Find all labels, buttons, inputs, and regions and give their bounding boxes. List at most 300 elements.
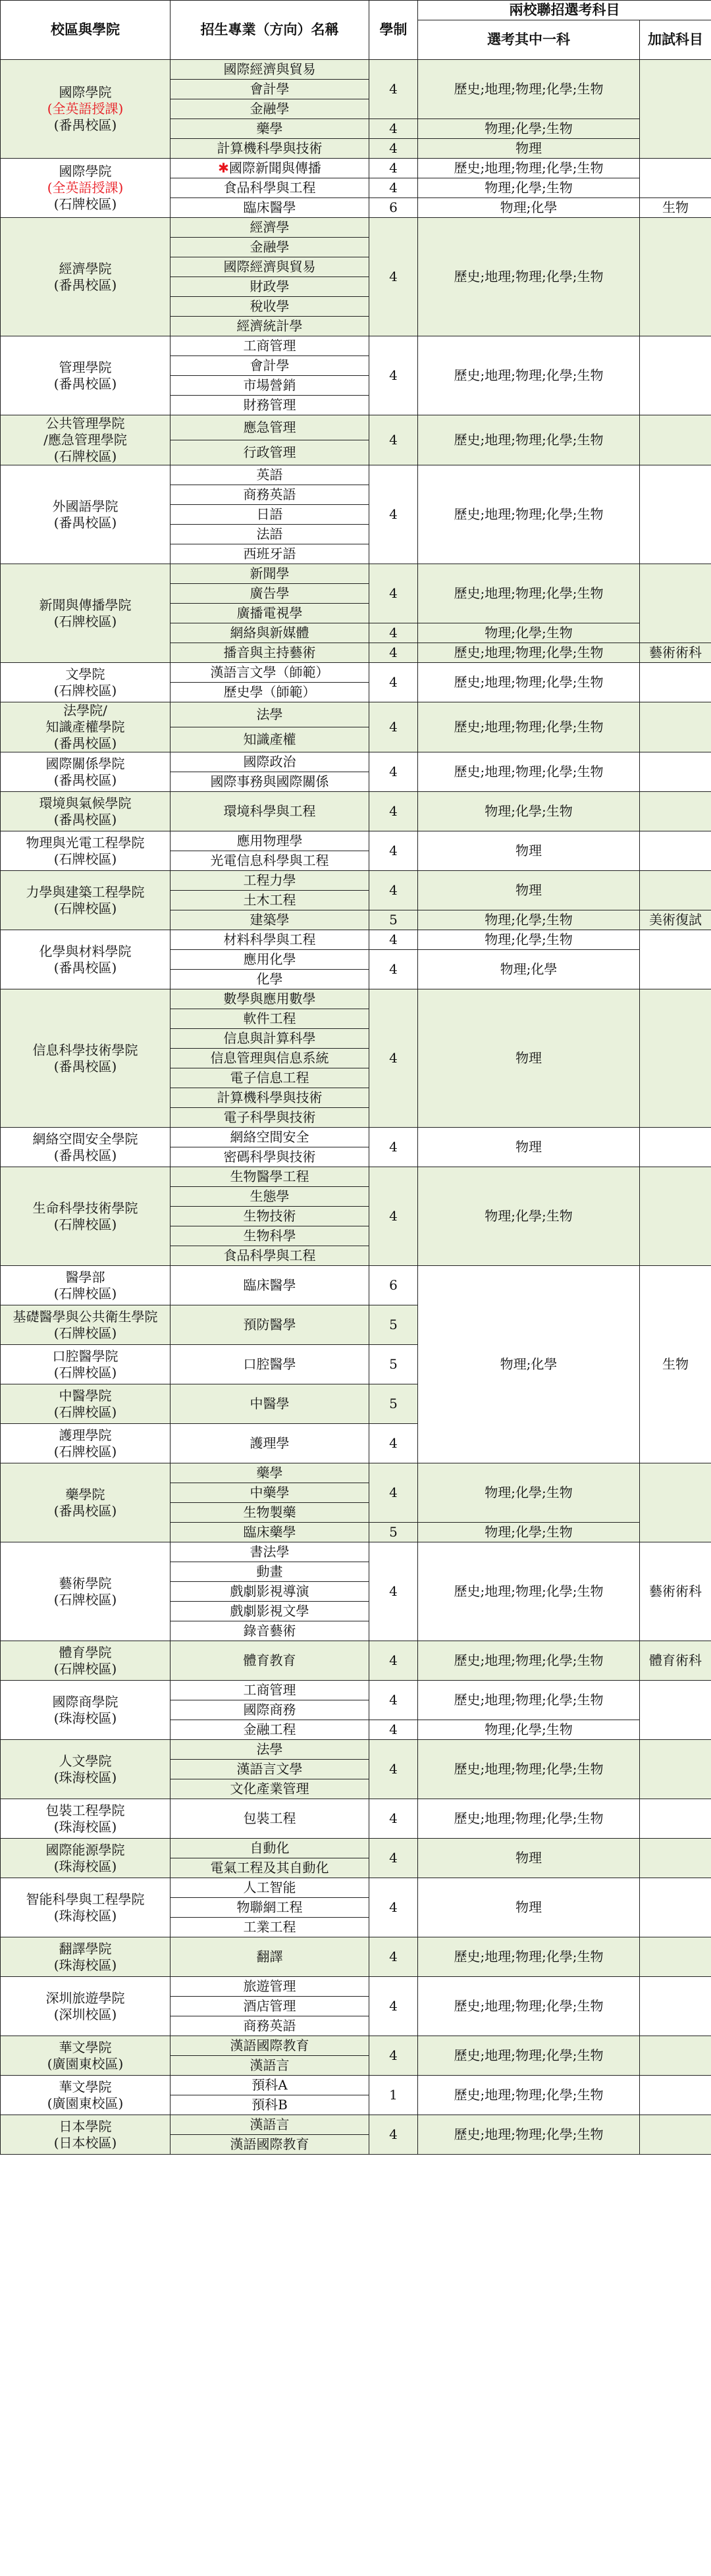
extra-cell xyxy=(640,415,711,465)
major-cell xyxy=(171,80,369,99)
major-name: 軟件工程 xyxy=(243,1011,296,1026)
major-name: 應急管理 xyxy=(243,419,296,435)
major-cell xyxy=(171,297,369,317)
college-name-line: (番禺校區) xyxy=(53,735,117,751)
major-cell xyxy=(171,376,369,396)
table-row xyxy=(1,1977,711,1997)
major-cell xyxy=(171,2036,369,2056)
college-cell xyxy=(1,218,171,336)
years-cell: 4 xyxy=(369,1878,418,1937)
college-name-line: (石牌校區) xyxy=(53,1443,117,1459)
years-cell: 4 xyxy=(369,1542,418,1641)
college-name-line: 深圳旅遊學院 xyxy=(45,1989,125,2006)
subjects-cell: 歷史;地理;物理;化學;生物 xyxy=(418,2076,640,2115)
college-name-line: 化學與材料學院 xyxy=(39,943,132,959)
major-cell xyxy=(171,336,369,356)
college-name-line: 外國語學院 xyxy=(52,498,118,514)
years-cell: 4 xyxy=(369,1937,418,1977)
major-cell xyxy=(171,702,369,727)
major-cell xyxy=(171,178,369,198)
asterisk-icon: ✱ xyxy=(218,160,229,176)
years-cell: 4 xyxy=(369,1720,418,1740)
years-cell: 4 xyxy=(369,1740,418,1799)
major-cell xyxy=(171,485,369,505)
major-name: 生物製藥 xyxy=(243,1504,296,1520)
major-cell xyxy=(171,1700,369,1720)
major-name: 國際事務與國際關係 xyxy=(210,774,329,789)
major-name: 計算機科學與技術 xyxy=(217,140,323,156)
college-cell xyxy=(1,336,171,415)
extra-cell xyxy=(640,60,711,159)
extra-cell: 美術復試 xyxy=(640,910,711,930)
major-cell xyxy=(171,2115,369,2135)
major-name: 自動化 xyxy=(250,1840,290,1856)
table-row xyxy=(1,663,711,683)
subjects-cell: 物理;化學;生物 xyxy=(418,910,640,930)
subjects-cell: 歷史;地理;物理;化學;生物 xyxy=(418,1542,640,1641)
extra-cell xyxy=(640,702,711,752)
college-name-line: 國際學院 xyxy=(59,163,112,179)
major-cell xyxy=(171,1167,369,1187)
major-name: 國際經濟與貿易 xyxy=(223,259,316,275)
college-name-line: (番禺校區) xyxy=(53,1058,117,1074)
major-name: 應用化學 xyxy=(243,951,296,967)
major-cell xyxy=(171,119,369,139)
years-cell: 4 xyxy=(369,1977,418,2036)
college-cell xyxy=(1,1977,171,2036)
table-row xyxy=(1,871,711,891)
college-name-line: 環境與氣候學院 xyxy=(39,795,132,811)
subjects-cell: 歷史;地理;物理;化學;生物 xyxy=(418,1740,640,1799)
major-cell xyxy=(171,1898,369,1918)
major-cell xyxy=(171,356,369,376)
subjects-cell: 歷史;地理;物理;化學;生物 xyxy=(418,663,640,702)
years-cell: 4 xyxy=(369,178,418,198)
major-name: 電子科學與技術 xyxy=(223,1109,316,1125)
subjects-cell: 歷史;地理;物理;化學;生物 xyxy=(418,159,640,178)
college-name-line: 人文學院 xyxy=(59,1752,112,1769)
extra-cell: 藝術術科 xyxy=(640,1542,711,1641)
subjects-cell: 歷史;地理;物理;化學;生物 xyxy=(418,1641,640,1681)
major-cell xyxy=(171,1147,369,1167)
years-cell: 6 xyxy=(369,198,418,218)
subjects-cell: 物理;化學 xyxy=(418,198,640,218)
subjects-cell: 歷史;地理;物理;化學;生物 xyxy=(418,702,640,752)
major-cell xyxy=(171,198,369,218)
college-name-line: (深圳校區) xyxy=(53,2006,117,2022)
college-name-line: (珠海校區) xyxy=(53,1957,117,1973)
years-cell: 4 xyxy=(369,989,418,1128)
major-cell xyxy=(171,2135,369,2155)
major-name: 法學 xyxy=(256,706,283,722)
subjects-cell: 物理 xyxy=(418,1878,640,1937)
major-name: 信息管理與信息系統 xyxy=(210,1050,329,1066)
table-row xyxy=(1,218,711,238)
college-name-line: (番禺校區) xyxy=(53,1147,117,1163)
major-cell xyxy=(171,1799,369,1839)
major-cell xyxy=(171,1068,369,1088)
college-name-line: (番禺校區) xyxy=(53,276,117,293)
subjects-cell: 歷史;地理;物理;化學;生物 xyxy=(418,1799,640,1839)
major-cell xyxy=(171,415,369,440)
major-name: 藥學 xyxy=(256,120,283,136)
major-name: 市場營銷 xyxy=(243,377,296,393)
extra-cell xyxy=(640,218,711,336)
major-name: 網絡空間安全 xyxy=(230,1129,309,1145)
major-cell xyxy=(171,1128,369,1147)
subjects-cell: 物理;化學;生物 xyxy=(418,1523,640,1542)
subjects-cell: 歷史;地理;物理;化學;生物 xyxy=(418,752,640,792)
subjects-cell: 歷史;地理;物理;化學;生物 xyxy=(418,465,640,564)
major-cell xyxy=(171,683,369,702)
college-name-line: 中醫學院 xyxy=(59,1387,112,1404)
major-cell xyxy=(171,989,369,1009)
college-name-line: 日本學院 xyxy=(59,2118,112,2134)
table-row xyxy=(1,1463,711,1483)
years-cell: 4 xyxy=(369,415,418,465)
college-name-line: (番禺校區) xyxy=(53,514,117,531)
college-name-line: 藥學院 xyxy=(65,1486,105,1502)
major-cell xyxy=(171,831,369,851)
major-name: 稅收學 xyxy=(250,298,290,314)
major-name: 歷史學（師範） xyxy=(223,684,316,700)
major-name: 商務英語 xyxy=(243,2018,296,2034)
major-cell xyxy=(171,465,369,485)
extra-cell xyxy=(640,1878,711,1937)
major-name: 法語 xyxy=(256,526,283,542)
college-cell xyxy=(1,159,171,218)
college-name-line: (日本校區) xyxy=(53,2134,117,2151)
major-name: 國際政治 xyxy=(243,754,296,770)
major-name: 財政學 xyxy=(250,278,290,294)
extra-cell xyxy=(640,336,711,415)
college-name-line: 網絡空間安全學院 xyxy=(32,1130,138,1147)
table-row xyxy=(1,1266,711,1286)
table-row xyxy=(1,752,711,772)
table-row xyxy=(1,831,711,851)
college-name-line: 物理與光電工程學院 xyxy=(26,834,145,851)
major-name: 商務英語 xyxy=(243,486,296,502)
years-cell: 4 xyxy=(369,1167,418,1266)
college-name-line: 體育學院 xyxy=(59,1644,112,1660)
major-name: 西班牙語 xyxy=(243,546,296,562)
college-cell xyxy=(1,1641,171,1681)
major-name: 行政管理 xyxy=(243,444,296,460)
major-name: 戲劇影視文學 xyxy=(230,1603,309,1619)
header-choose-one: 選考其中一科 xyxy=(418,20,640,60)
major-cell xyxy=(171,505,369,525)
major-cell xyxy=(171,1760,369,1779)
subjects-cell: 物理;化學 xyxy=(418,950,640,989)
major-name: 電氣工程及其自動化 xyxy=(210,1860,329,1876)
subjects-cell: 物理;化學;生物 xyxy=(418,119,640,139)
extra-cell xyxy=(640,1839,711,1878)
table-row xyxy=(1,1799,711,1819)
subjects-cell: 歷史;地理;物理;化學;生物 xyxy=(418,1977,640,2036)
college-name-line: 公共管理學院 xyxy=(45,415,125,431)
subjects-cell: 歷史;地理;物理;化學;生物 xyxy=(418,643,640,663)
years-cell: 4 xyxy=(369,60,418,119)
subjects-cell: 物理 xyxy=(418,139,640,159)
college-name-line: 文學院 xyxy=(65,666,105,682)
years-cell: 4 xyxy=(369,1839,418,1878)
major-name: 知識產權 xyxy=(243,731,296,747)
major-cell xyxy=(171,1266,369,1305)
major-cell xyxy=(171,930,369,950)
college-cell xyxy=(1,792,171,831)
table-row xyxy=(1,2115,711,2135)
college-name-line: 翻譯學院 xyxy=(59,1940,112,1957)
major-name: 中醫學 xyxy=(250,1396,290,1411)
college-name-line: 管理學院 xyxy=(59,359,112,375)
years-cell: 4 xyxy=(369,1681,418,1720)
college-cell xyxy=(1,752,171,792)
major-cell xyxy=(171,525,369,544)
college-cell xyxy=(1,415,171,465)
subjects-cell: 歷史;地理;物理;化學;生物 xyxy=(418,60,640,119)
major-cell xyxy=(171,1720,369,1740)
major-cell xyxy=(171,1523,369,1542)
years-cell: 5 xyxy=(369,1384,418,1424)
extra-cell xyxy=(640,663,711,702)
table-row xyxy=(1,1839,711,1858)
major-cell xyxy=(171,623,369,643)
extra-cell: 生物 xyxy=(640,198,711,218)
major-name: 財務管理 xyxy=(243,397,296,413)
college-name-line: (石牌校區) xyxy=(53,1591,117,1608)
extra-cell xyxy=(640,465,711,564)
major-name: 書法學 xyxy=(250,1544,290,1560)
major-name: 金融學 xyxy=(250,101,290,117)
major-name: 漢語國際教育 xyxy=(230,2136,309,2152)
table-row xyxy=(1,336,711,356)
table-row xyxy=(1,2076,711,2095)
college-cell xyxy=(1,1384,171,1424)
major-cell xyxy=(171,1207,369,1226)
major-name: 生物技術 xyxy=(243,1208,296,1224)
college-cell xyxy=(1,1681,171,1740)
major-name: 會計學 xyxy=(250,357,290,373)
extra-cell xyxy=(640,2115,711,2155)
college-name-line: (石牌校區) xyxy=(53,851,117,867)
subjects-cell: 歷史;地理;物理;化學;生物 xyxy=(418,2115,640,2155)
extra-cell xyxy=(640,1128,711,1167)
extra-cell xyxy=(640,989,711,1128)
years-cell: 4 xyxy=(369,139,418,159)
college-name-line: (石牌校區) xyxy=(53,1364,117,1380)
major-name: 旅遊管理 xyxy=(243,1978,296,1994)
years-cell: 4 xyxy=(369,663,418,702)
major-name: 播音與主持藝術 xyxy=(223,644,316,660)
major-cell xyxy=(171,1681,369,1700)
header-years: 學制 xyxy=(369,1,418,60)
major-cell xyxy=(171,1009,369,1029)
years-cell: 5 xyxy=(369,1345,418,1384)
major-name: 漢語言文學（師範） xyxy=(210,664,329,680)
major-cell xyxy=(171,238,369,257)
college-name-line: (全英語授課) xyxy=(47,180,124,196)
table-row xyxy=(1,60,711,80)
college-cell xyxy=(1,2076,171,2115)
years-cell: 5 xyxy=(369,910,418,930)
college-cell xyxy=(1,1740,171,1799)
subjects-cell: 物理;化學;生物 xyxy=(418,930,640,950)
major-cell xyxy=(171,564,369,584)
extra-cell xyxy=(640,1740,711,1799)
table-row xyxy=(1,1128,711,1147)
college-name-line: 信息科學技術學院 xyxy=(32,1041,138,1058)
major-name: 金融學 xyxy=(250,239,290,255)
college-cell xyxy=(1,1542,171,1641)
subjects-cell: 物理;化學 xyxy=(418,1266,640,1463)
table-row xyxy=(1,1740,711,1760)
major-name: 應用物理學 xyxy=(236,833,303,849)
college-name-line: 藝術學院 xyxy=(59,1575,112,1591)
major-cell xyxy=(171,950,369,970)
extra-cell xyxy=(640,1681,711,1740)
table-row xyxy=(1,1167,711,1187)
table-body xyxy=(1,1,711,2155)
major-cell xyxy=(171,2095,369,2115)
major-name: 漢語言文學 xyxy=(236,1761,303,1777)
subjects-cell: 物理;化學;生物 xyxy=(418,792,640,831)
major-cell xyxy=(171,752,369,772)
major-name: 藥學 xyxy=(256,1465,283,1481)
major-cell xyxy=(171,792,369,831)
major-name: 臨床醫學 xyxy=(243,199,296,215)
major-name: 食品科學與工程 xyxy=(223,1248,316,1263)
major-cell xyxy=(171,1918,369,1937)
extra-cell xyxy=(640,930,711,989)
years-cell: 4 xyxy=(369,643,418,663)
major-name: 工商管理 xyxy=(243,1682,296,1698)
college-name-line: 力學與建築工程學院 xyxy=(26,883,145,900)
college-cell xyxy=(1,1167,171,1266)
major-name: 光電信息科學與工程 xyxy=(210,853,329,868)
college-name-line: (石牌校區) xyxy=(53,196,117,212)
college-cell xyxy=(1,871,171,930)
extra-cell xyxy=(640,831,711,871)
major-name: 翻譯 xyxy=(256,1949,283,1964)
subjects-cell: 歷史;地理;物理;化學;生物 xyxy=(418,415,640,465)
major-cell xyxy=(171,1463,369,1483)
college-name-line: (廣園東校區) xyxy=(47,2055,124,2072)
college-name-line: (石牌校區) xyxy=(53,448,117,464)
major-name: 錄音藝術 xyxy=(243,1623,296,1639)
major-name: 工商管理 xyxy=(243,338,296,354)
extra-cell: 體育術科 xyxy=(640,1641,711,1681)
subjects-cell: 物理 xyxy=(418,1128,640,1167)
major-cell xyxy=(171,1483,369,1503)
major-cell xyxy=(171,604,369,623)
major-cell xyxy=(171,1345,369,1384)
years-cell: 4 xyxy=(369,1641,418,1681)
years-cell: 4 xyxy=(369,564,418,623)
major-name: 預科B xyxy=(251,2097,288,2113)
years-cell: 4 xyxy=(369,950,418,989)
years-cell: 4 xyxy=(369,831,418,871)
major-name: 生態學 xyxy=(250,1188,290,1204)
college-name-line: (石牌校區) xyxy=(53,1404,117,1420)
subjects-cell: 物理;化學;生物 xyxy=(418,1720,640,1740)
major-cell xyxy=(171,871,369,891)
major-name: 計算機科學與技術 xyxy=(217,1090,323,1105)
major-cell xyxy=(171,891,369,910)
college-cell xyxy=(1,989,171,1128)
table-row xyxy=(1,1641,711,1661)
major-cell xyxy=(171,1602,369,1621)
major-name: 會計學 xyxy=(250,81,290,97)
years-cell: 5 xyxy=(369,1523,418,1542)
college-name-line: (番禺校區) xyxy=(53,811,117,828)
college-cell xyxy=(1,663,171,702)
major-name: 建築學 xyxy=(250,912,290,928)
years-cell: 4 xyxy=(369,1128,418,1167)
college-cell xyxy=(1,1424,171,1463)
college-name-line: (番禺校區) xyxy=(53,117,117,133)
college-name-line: 國際商學院 xyxy=(52,1693,118,1710)
major-cell xyxy=(171,1108,369,1128)
major-name: 酒店管理 xyxy=(243,1998,296,2014)
years-cell: 4 xyxy=(369,218,418,336)
college-name-line: 國際學院 xyxy=(59,84,112,100)
college-name-line: 法學院/ xyxy=(63,702,107,718)
major-name: 口腔醫學 xyxy=(243,1356,296,1372)
college-name-line: (珠海校區) xyxy=(53,1907,117,1924)
major-name: 工程力學 xyxy=(243,872,296,888)
college-name-line: (番禺校區) xyxy=(53,375,117,392)
table-row xyxy=(1,989,711,1009)
major-name: 國際商務 xyxy=(243,1702,296,1718)
college-name-line: 護理學院 xyxy=(59,1427,112,1443)
major-name: 工業工程 xyxy=(243,1919,296,1935)
major-name: 漢語言 xyxy=(250,2057,290,2073)
college-cell xyxy=(1,831,171,871)
college-cell xyxy=(1,930,171,989)
extra-cell xyxy=(640,1167,711,1266)
major-cell xyxy=(171,544,369,564)
years-cell: 4 xyxy=(369,1463,418,1523)
major-name: 包裝工程 xyxy=(243,1810,296,1826)
major-cell xyxy=(171,1088,369,1108)
extra-cell xyxy=(640,564,711,643)
college-name-line: 知識產權學院 xyxy=(45,719,125,735)
college-cell xyxy=(1,564,171,663)
college-cell xyxy=(1,1305,171,1345)
major-name: 經濟學 xyxy=(250,219,290,235)
college-cell xyxy=(1,1878,171,1937)
college-cell xyxy=(1,60,171,159)
major-cell xyxy=(171,1997,369,2016)
years-cell: 4 xyxy=(369,2115,418,2155)
subjects-cell: 物理 xyxy=(418,989,640,1128)
major-name: 英語 xyxy=(256,467,283,483)
major-cell xyxy=(171,1582,369,1602)
extra-cell xyxy=(640,2076,711,2115)
major-cell xyxy=(171,1740,369,1760)
college-name-line: 基礎醫學與公共衛生學院 xyxy=(13,1308,158,1325)
major-cell xyxy=(171,2056,369,2076)
years-cell: 4 xyxy=(369,871,418,910)
extra-cell xyxy=(640,1937,711,1977)
college-name-line: (珠海校區) xyxy=(53,1769,117,1785)
college-name-line: 醫學部 xyxy=(65,1269,105,1285)
college-name-line: /應急管理學院 xyxy=(43,432,127,448)
major-cell xyxy=(171,317,369,336)
header-subjects: 兩校聯招選考科目 xyxy=(418,1,711,20)
college-cell xyxy=(1,1463,171,1542)
subjects-cell: 物理 xyxy=(418,831,640,871)
